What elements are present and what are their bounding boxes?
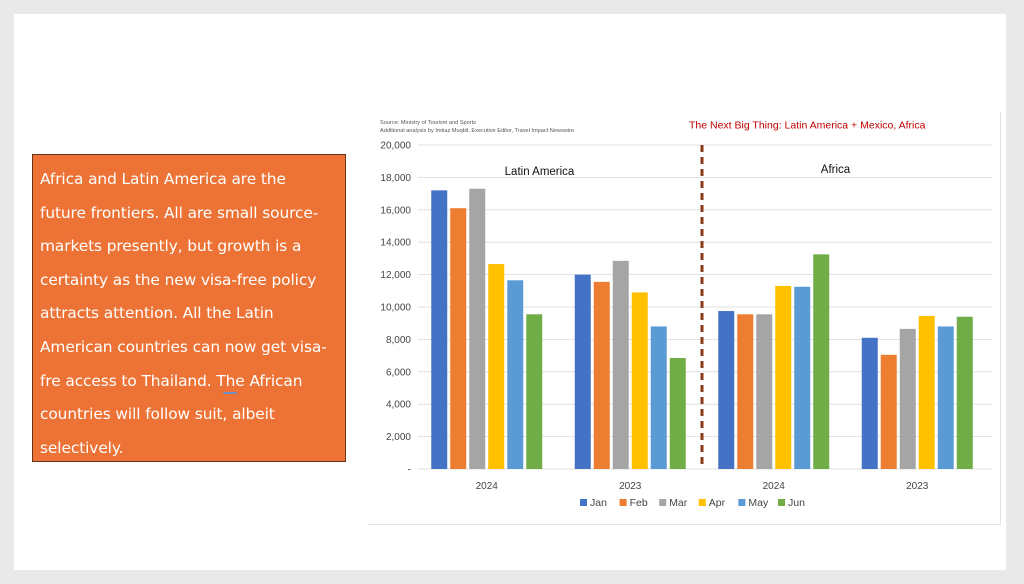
x-tick-label: 2024 bbox=[762, 481, 785, 492]
y-tick-label: 6,000 bbox=[385, 367, 411, 379]
callout-line-7: fre access to Thailand. The African bbox=[40, 371, 303, 390]
callout-line-4: certainty as the new visa-free policy bbox=[40, 270, 317, 289]
y-tick-label: 4,000 bbox=[385, 399, 411, 411]
callout-line-9: selectively. bbox=[40, 438, 124, 457]
legend-label-feb: Feb bbox=[629, 497, 648, 509]
legend-label-mar: Mar bbox=[669, 497, 688, 509]
bar-jun bbox=[813, 254, 829, 469]
bar-may bbox=[794, 287, 810, 469]
bar-feb bbox=[881, 355, 897, 469]
panel-label-africa: Africa bbox=[820, 164, 851, 176]
callout-line-6: American countries can now get visa- bbox=[40, 337, 327, 356]
legend-label-jan: Jan bbox=[590, 497, 607, 509]
chart-title: The Next Big Thing: Latin America + Mexico, Africa bbox=[689, 119, 926, 132]
bar-mar bbox=[613, 261, 629, 469]
bar-jan bbox=[431, 190, 447, 469]
text-cursor-mark bbox=[223, 392, 237, 394]
bar-jun bbox=[957, 317, 973, 469]
y-tick-label: 2,000 bbox=[385, 432, 411, 444]
bar-chart bbox=[368, 112, 1000, 524]
callout-line-1: Africa and Latin America are the bbox=[40, 170, 286, 188]
x-tick-label: 2023 bbox=[619, 481, 642, 492]
legend-label-apr: Apr bbox=[708, 497, 726, 509]
legend-swatch-jan bbox=[580, 499, 587, 506]
source-note-line: Additional analysis by Imtiaz Muqbil, Executive Editor, Travel Impact Newswire bbox=[380, 128, 574, 134]
bar-feb bbox=[594, 282, 610, 469]
legend-swatch-feb bbox=[620, 499, 627, 506]
bar-jun bbox=[526, 314, 542, 469]
legend-label-jun: Jun bbox=[788, 497, 805, 509]
bar-mar bbox=[900, 329, 916, 469]
legend-swatch-apr bbox=[699, 499, 706, 506]
legend-swatch-jun bbox=[778, 499, 785, 506]
bar-jun bbox=[670, 358, 686, 469]
bar-feb bbox=[737, 314, 753, 469]
bar-may bbox=[938, 326, 954, 469]
callout-line-3: markets presently, but growth is a bbox=[40, 237, 302, 256]
bar-apr bbox=[919, 316, 935, 469]
legend-label-may: May bbox=[748, 497, 769, 509]
bar-apr bbox=[488, 264, 504, 469]
y-tick-label: 18,000 bbox=[380, 172, 411, 184]
legend-swatch-mar bbox=[659, 499, 666, 506]
x-tick-label: 2023 bbox=[906, 481, 929, 492]
legend-swatch-may bbox=[738, 499, 745, 506]
y-tick-label: 20,000 bbox=[380, 140, 411, 152]
bar-apr bbox=[775, 286, 791, 469]
y-tick-label: 8,000 bbox=[385, 334, 411, 346]
bar-jan bbox=[862, 338, 878, 469]
x-tick-label: 2024 bbox=[475, 481, 498, 492]
callout-text-box bbox=[32, 154, 346, 462]
bar-jan bbox=[718, 311, 734, 469]
y-tick-label: 12,000 bbox=[380, 270, 411, 282]
bar-jan bbox=[575, 275, 591, 469]
y-tick-label: 14,000 bbox=[380, 237, 411, 249]
bar-mar bbox=[756, 314, 772, 469]
source-note-line: Source: Ministry of Tourism and Sports bbox=[380, 120, 476, 126]
y-tick-label: 10,000 bbox=[380, 302, 411, 314]
bar-apr bbox=[632, 292, 648, 469]
panel-label-latin-america: Latin America bbox=[504, 166, 575, 178]
bar-may bbox=[651, 326, 667, 469]
callout-line-5: attracts attention. All the Latin bbox=[40, 304, 274, 323]
callout-line-8: countries will follow suit, albeit bbox=[40, 405, 275, 424]
callout-line-2: future frontiers. All are small source- bbox=[40, 203, 319, 222]
bar-mar bbox=[469, 189, 485, 469]
bar-feb bbox=[450, 208, 466, 469]
bar-may bbox=[507, 280, 523, 469]
y-tick-label: - bbox=[407, 464, 411, 476]
y-tick-label: 16,000 bbox=[380, 205, 411, 217]
